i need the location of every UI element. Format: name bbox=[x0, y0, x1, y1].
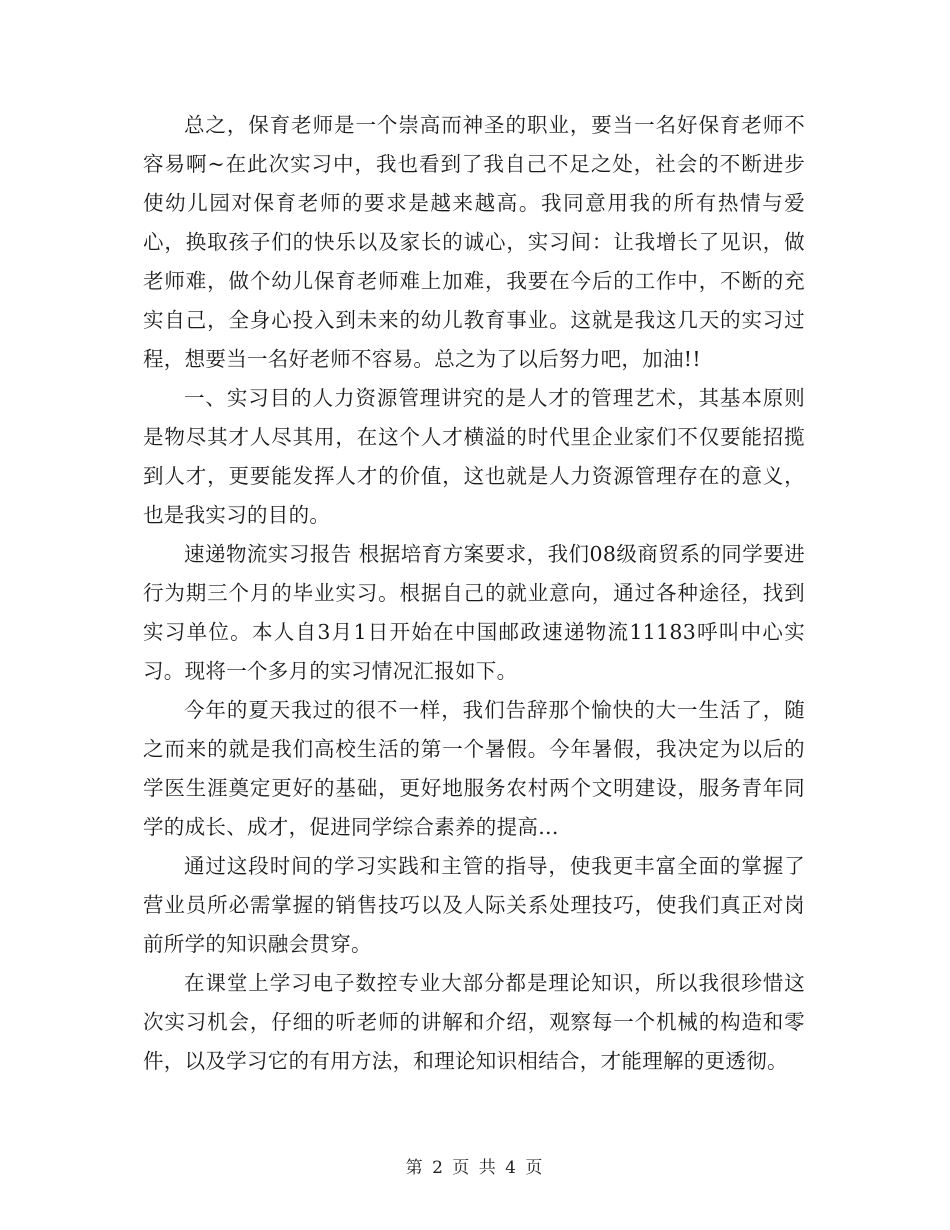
page-number-footer: 第 2 页 共 4 页 bbox=[405, 1158, 545, 1178]
paragraph-6: 在课堂上学习电子数控专业大部分都是理论知识，所以我很珍惜这次实习机会，仔细的听老师的讲解和介绍，观察每一个机械的构造和零件，以及学习它的有用方法，和理论知识相结合，才能理解的更透彻。 bbox=[143, 971, 805, 1073]
paragraph-2: 一、实习目的人力资源管理讲究的是人才的管理艺术，其基本原则是物尽其才人尽其用，在这个人才横溢的时代里企业家们不仅要能招揽到人才，更要能发挥人才的价值，这也就是人力资源管理存在的意义，也是我实习的目的。 bbox=[143, 386, 805, 527]
paragraph-4: 今年的夏天我过的很不一样，我们告辞那个愉快的大一生活了，随之而来的就是我们高校生活的第一个暑假。今年暑假，我决定为以后的学医生涯奠定更好的基础，更好地服务农村两个文明建设，服务青年同学的成长、成才，促进同学综合素养的提高... bbox=[143, 698, 805, 839]
paragraph-5: 通过这段时间的学习实践和主管的指导，使我更丰富全面的掌握了营业员所必需掌握的销售技巧以及人际关系处理技巧，使我们真正对岗前所学的知识融会贯穿。 bbox=[143, 854, 805, 956]
document-body bbox=[143, 106, 805, 1081]
paragraph-3: 速递物流实习报告 根据培育方案要求，我们08级商贸系的同学要进行为期三个月的毕业实习。根据自己的就业意向，通过各种途径，找到实习单位。本人自3月1日开始在中国邮政速递物流11183呼叫中心实习。现将一个多月的实习情况汇报如下。 bbox=[143, 542, 805, 683]
paragraph-1: 总之，保育老师是一个崇高而神圣的职业，要当一名好保育老师不容易啊~在此次实习中，我也看到了我自己不足之处，社会的不断进步使幼儿园对保育老师的要求是越来越高。我同意用我的所有热情与爱心，换取孩子们的快乐以及家长的诚心，实习间：让我增长了见识，做老师难，做个幼儿保育老师难上加难，我要在今后的工作中，不断的充实自己，全身心投入到未来的幼儿教育事业。这就是我这几天的实习过程，想要当一名好老师不容易。总之为了以后努力吧，加油!! bbox=[143, 113, 805, 371]
